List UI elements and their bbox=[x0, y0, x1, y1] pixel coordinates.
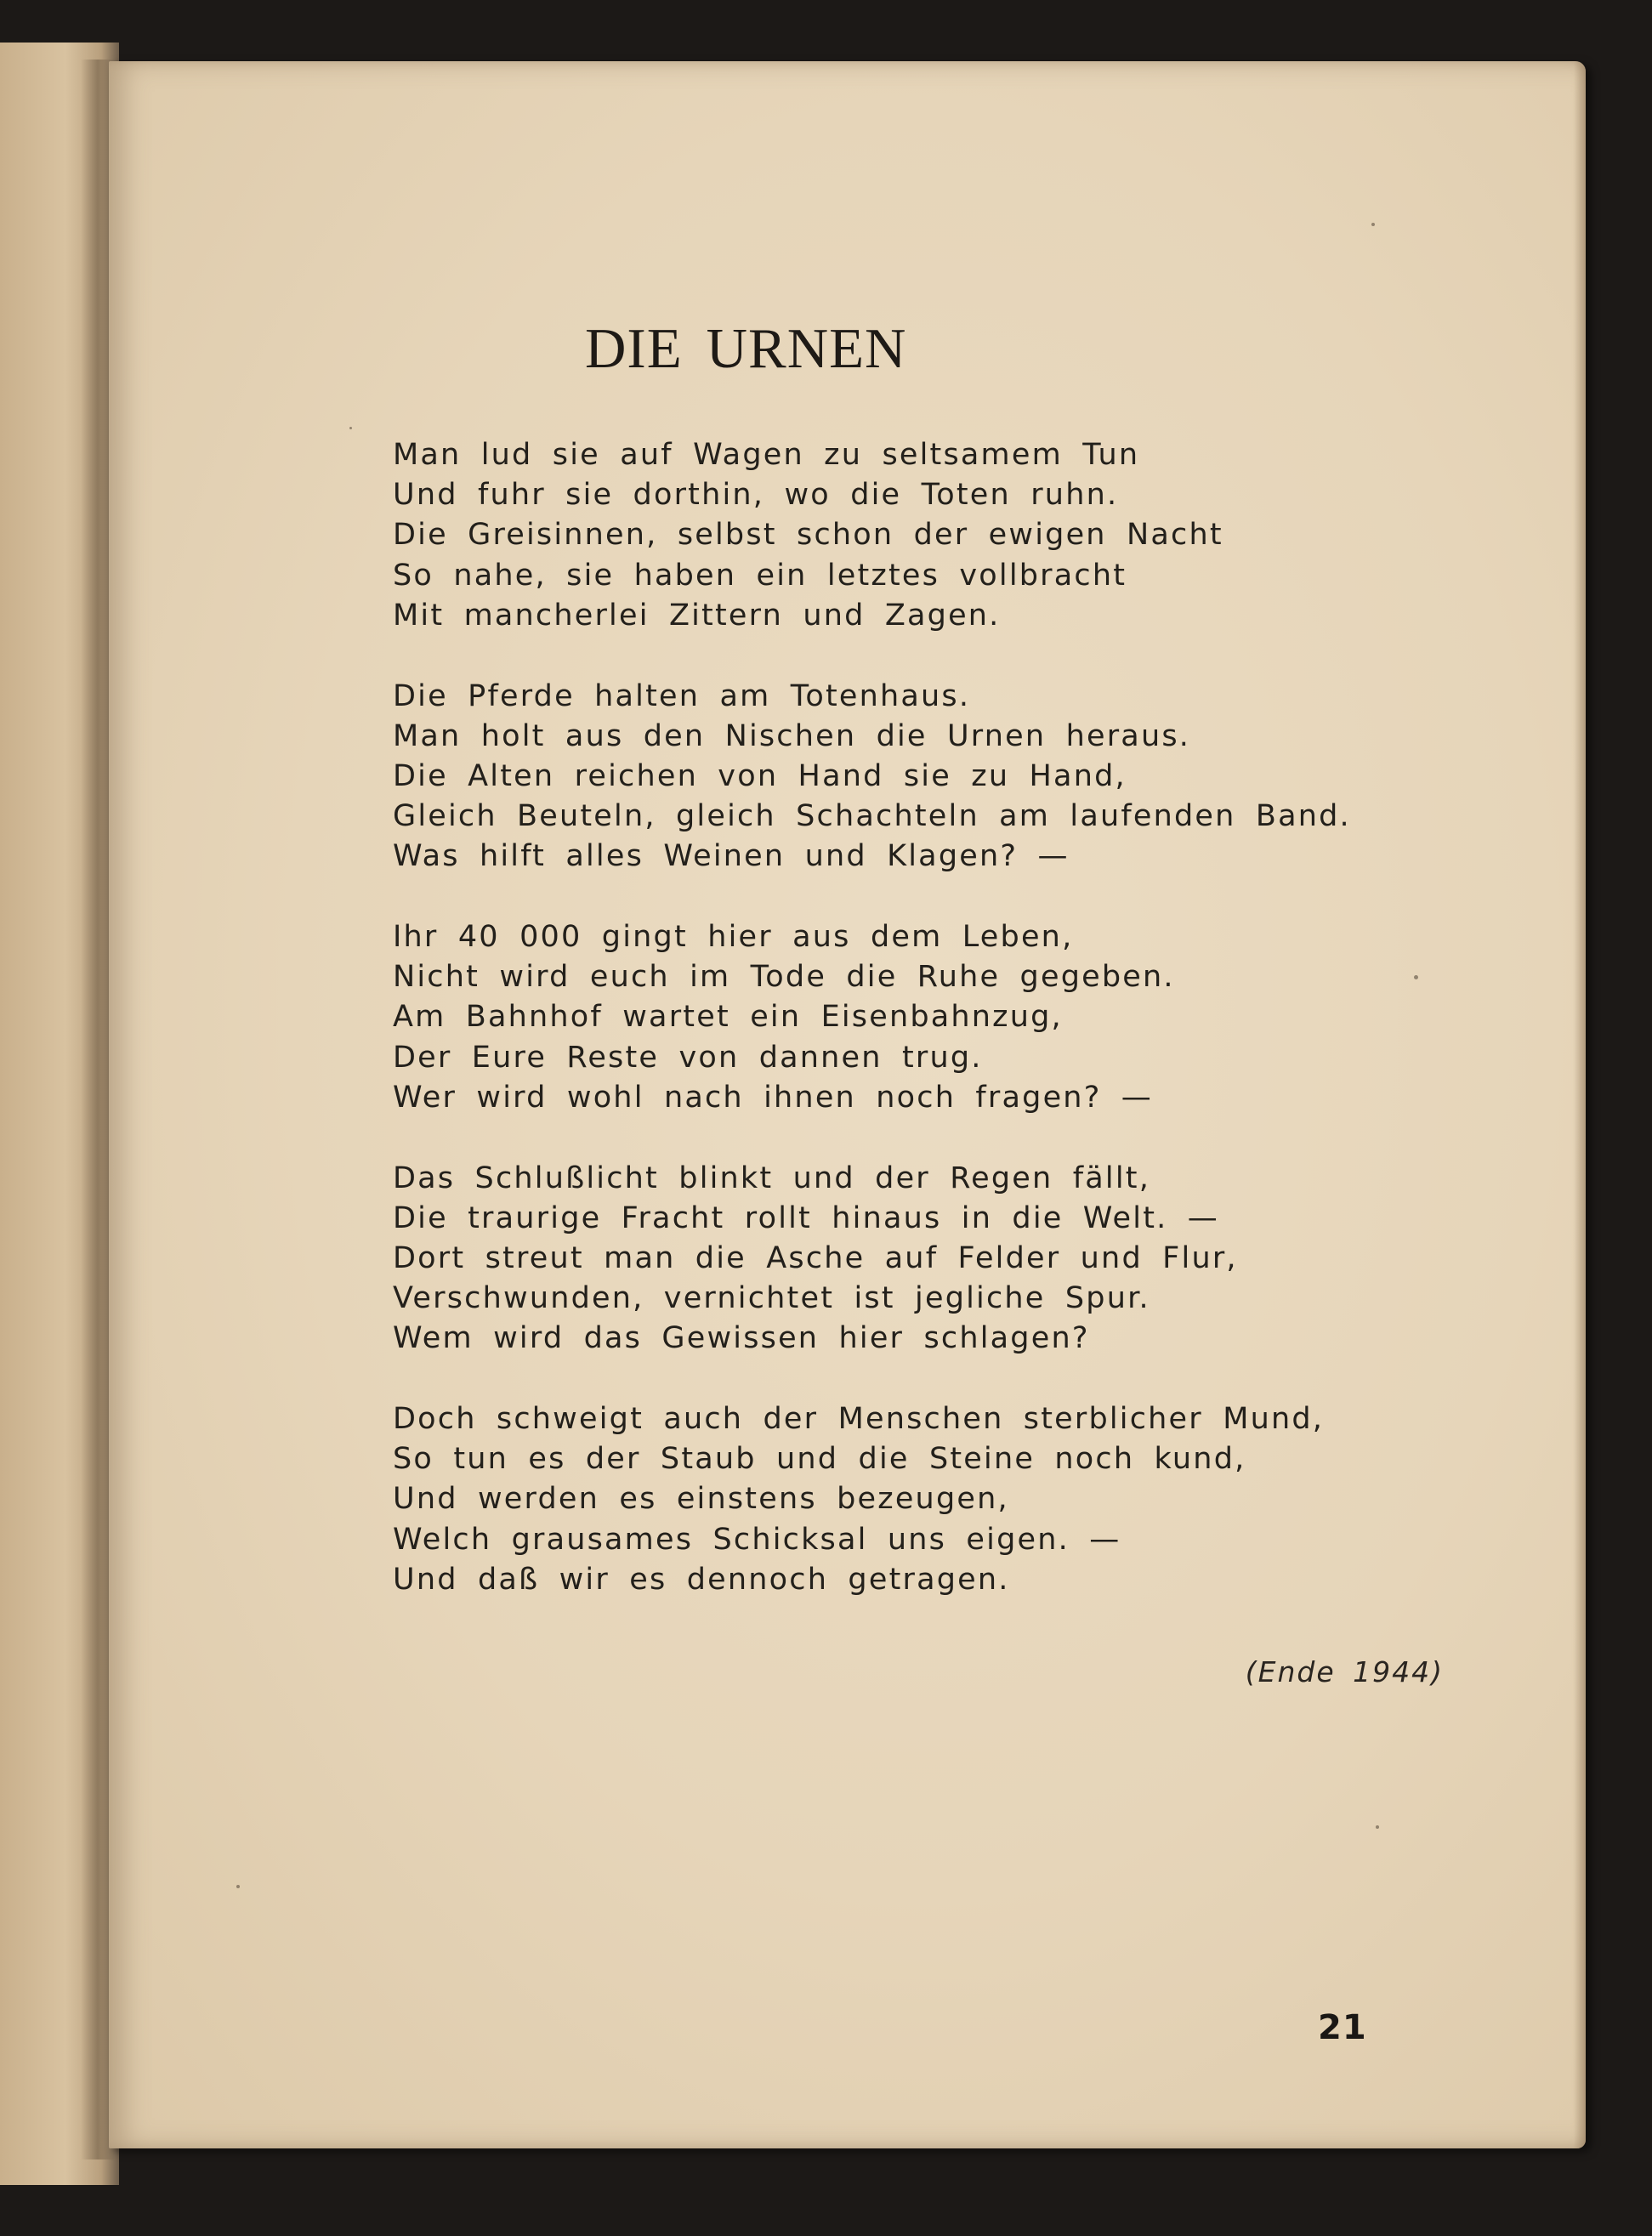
verse-line: Man lud sie auf Wagen zu seltsamem Tun bbox=[393, 438, 1140, 472]
paper-speck bbox=[236, 1885, 240, 1888]
verse-line: Man holt aus den Nischen die Urnen heraus. bbox=[393, 718, 1191, 753]
verse-line: So tun es der Staub und die Steine noch kund, bbox=[393, 1442, 1246, 1477]
verse-line: Die Pferde halten am Totenhaus. bbox=[393, 678, 971, 713]
paper-speck bbox=[349, 427, 352, 429]
verse-line: Die Alten reichen von Hand sie zu Hand, bbox=[393, 758, 1127, 793]
verse-line: Und werden es einstens bezeugen, bbox=[393, 1482, 1009, 1517]
paper-speck bbox=[1376, 1825, 1379, 1829]
paper-speck bbox=[1414, 975, 1418, 979]
verse-line: Nicht wird euch im Tode die Ruhe gegeben. bbox=[393, 960, 1175, 995]
stanza-3 bbox=[393, 917, 1498, 1118]
verse-line: Was hilft alles Weinen und Klagen? — bbox=[393, 839, 1070, 874]
verse-line: Mit mancherlei Zittern und Zagen. bbox=[393, 598, 1001, 633]
verse-line: Gleich Beuteln, gleich Schachteln am laufenden Band. bbox=[393, 799, 1351, 834]
verse-line: So nahe, sie haben ein letztes vollbracht bbox=[393, 558, 1127, 593]
stanza-1 bbox=[393, 435, 1498, 636]
verse-line: Und daß wir es dennoch getragen. bbox=[393, 1562, 1010, 1597]
verse-line: Die traurige Fracht rollt hinaus in die Welt. — bbox=[393, 1200, 1219, 1235]
stanza-5 bbox=[393, 1399, 1498, 1600]
verse-line: Welch grausames Schicksal uns eigen. — bbox=[393, 1522, 1121, 1557]
page-edge-shadow bbox=[1574, 61, 1586, 2148]
verse-line: Die Greisinnen, selbst schon der ewigen Nacht bbox=[393, 518, 1223, 553]
verse-line: Doch schweigt auch der Menschen sterblicher Mund, bbox=[393, 1402, 1325, 1437]
stanza-4 bbox=[393, 1159, 1498, 1359]
verse-line: Wem wird das Gewissen hier schlagen? bbox=[393, 1321, 1090, 1356]
poem-date: (Ende 1944) bbox=[1245, 1655, 1444, 1688]
paper-speck bbox=[1371, 223, 1375, 226]
verse-line: Verschwunden, vernichtet ist jegliche Spur. bbox=[393, 1281, 1150, 1316]
verse-line: Der Eure Reste von dannen trug. bbox=[393, 1040, 983, 1075]
verse-line: Am Bahnhof wartet ein Eisenbahnzug, bbox=[393, 1000, 1063, 1035]
poem-title-word-2: URNEN bbox=[706, 317, 907, 380]
verse-line: Wer wird wohl nach ihnen noch fragen? — bbox=[393, 1080, 1153, 1115]
poem-body bbox=[393, 435, 1498, 1641]
page-number: 21 bbox=[1318, 2008, 1367, 2047]
poem-title-word-1: DIE bbox=[585, 317, 683, 380]
poem-title bbox=[585, 316, 1163, 382]
stanza-2 bbox=[393, 677, 1498, 877]
verse-line: Ihr 40 000 gingt hier aus dem Leben, bbox=[393, 920, 1074, 955]
verse-line: Dort streut man die Asche auf Felder und Flur, bbox=[393, 1240, 1238, 1275]
book-page bbox=[109, 61, 1586, 2148]
verse-line: Das Schlußlicht blinkt und der Regen fällt, bbox=[393, 1161, 1151, 1195]
verse-line: Und fuhr sie dorthin, wo die Toten ruhn. bbox=[393, 478, 1119, 513]
